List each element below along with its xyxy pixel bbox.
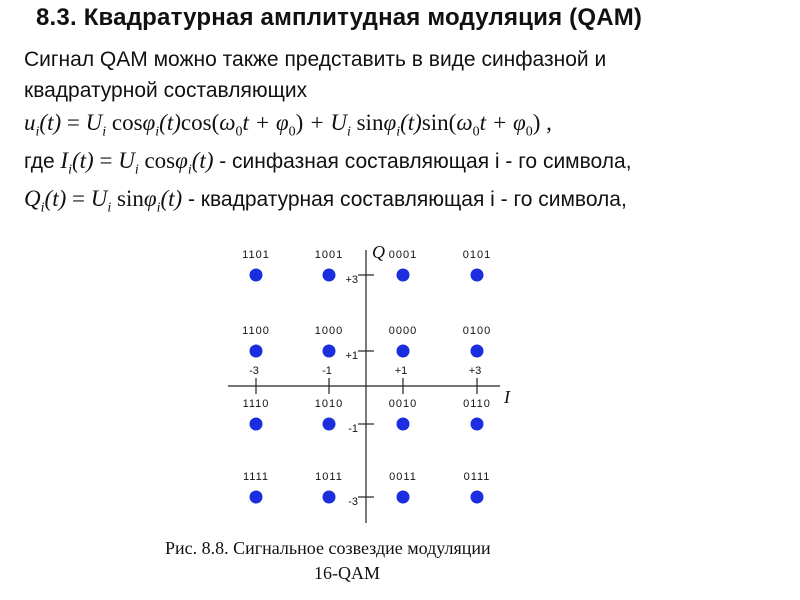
formula-quadrature: $Q_i(t) = U_i$ sinφ$_i$(t) - квадратурная составляющая i - го символа,	[24, 186, 627, 216]
symbol-label: 0100	[462, 325, 492, 337]
q-axis-tick-label: +1	[345, 350, 358, 362]
constellation-point	[323, 269, 336, 282]
inphase-description: - синфазная составляющая i - го символа,	[219, 150, 632, 173]
i-axis-label: I	[504, 387, 510, 407]
q-axis-tick-label: +3	[345, 274, 358, 286]
intro-line-1: Сигнал QAM можно также представить в виде синфазной и	[24, 48, 607, 71]
symbol-label: 0011	[389, 471, 417, 483]
caption-line-1: Рис. 8.8. Сигнальное созвездие модуляции	[165, 538, 491, 558]
symbol-label: 1110	[242, 398, 270, 410]
constellation-point	[250, 491, 263, 504]
constellation-point	[397, 418, 410, 431]
constellation-point	[471, 269, 484, 282]
constellation-point	[471, 491, 484, 504]
symbol-label: 1010	[314, 398, 344, 410]
symbol-label: 0001	[388, 249, 418, 261]
symbol-label: 0110	[463, 398, 491, 410]
quadrature-description: - квадратурная составляющая i - го символа,	[187, 188, 627, 211]
i-axis-tick-label: +3	[468, 365, 482, 377]
symbol-label: 1000	[314, 325, 344, 337]
symbol-label: 1011	[315, 471, 343, 483]
symbol-label: 0010	[388, 398, 418, 410]
i-axis-tick-label: -3	[249, 365, 259, 377]
constellation-point	[397, 269, 410, 282]
formula-inphase: где $I_i(t) = U_i$ cosφ$_i$(t) - синфазная составляющая i - го символа,	[24, 148, 632, 178]
constellation-point	[250, 269, 263, 282]
q-axis-label: Q	[372, 242, 385, 262]
constellation-point	[471, 418, 484, 431]
symbol-label: 1101	[242, 249, 270, 261]
constellation-point	[323, 345, 336, 358]
constellation-point	[471, 345, 484, 358]
symbol-label: 0101	[462, 249, 492, 261]
formula-main: $u_i(t) = U_i$ $\cos\varphi_i(t)\cos(\omega_0t + \varphi_0) + U_i$ $\sin\varphi_i(t)\sin(\omega_0t + \varphi_0)$ ,	[24, 110, 552, 140]
symbol-label: 1111	[242, 471, 270, 483]
constellation-point	[397, 491, 410, 504]
constellation-point	[323, 491, 336, 504]
intro-line-2: квадратурной составляющих	[24, 79, 308, 102]
constellation-point	[323, 418, 336, 431]
caption-line-2: 16-QAM	[314, 563, 380, 583]
i-axis-tick-label: -1	[322, 365, 332, 377]
symbol-label: 1100	[242, 325, 270, 337]
q-axis-tick-label: -1	[348, 423, 358, 435]
constellation-point	[397, 345, 410, 358]
q-axis-tick-label: -3	[348, 496, 358, 508]
section-title: 8.3. Квадратурная амплитудная модуляция (QAM)	[36, 4, 643, 31]
i-axis-tick-label: +1	[394, 365, 408, 377]
constellation-point	[250, 345, 263, 358]
symbol-label: 1001	[314, 249, 344, 261]
symbol-label: 0111	[463, 471, 491, 483]
symbol-label: 0000	[388, 325, 418, 337]
constellation-point	[250, 418, 263, 431]
formula-prefix: где	[24, 150, 55, 173]
